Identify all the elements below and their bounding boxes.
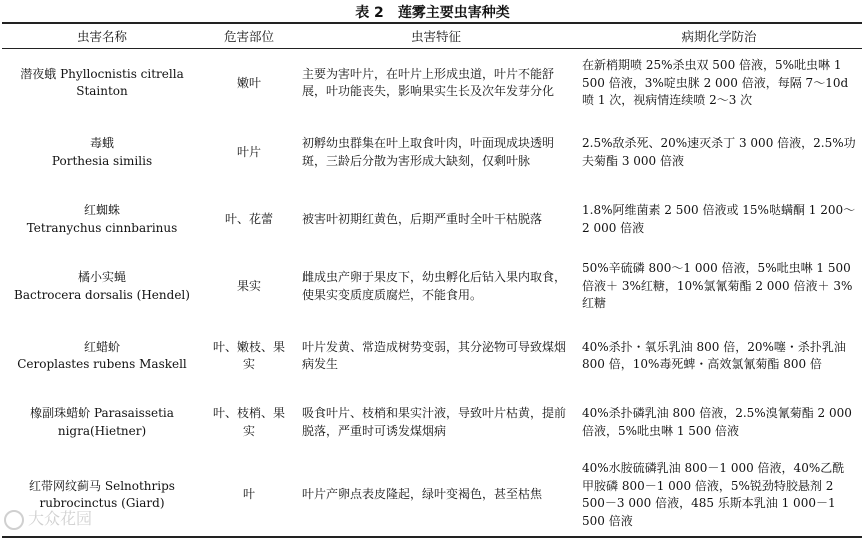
header-pest-features: 虫害特征	[410, 29, 461, 44]
pest-name-latin: Parasaissetia nigra(Hietner)	[57, 406, 174, 438]
table-title	[0, 2, 865, 22]
pest-name-cell	[2, 252, 202, 322]
feature-cell: 初孵幼虫群集在叶上取食叶肉，叶面现成块透明斑，三龄后分散为害形成大缺刻，仅剩叶脉	[302, 136, 555, 168]
header-row	[2, 23, 862, 49]
pest-name-cn: 毒蛾	[89, 136, 114, 150]
table-row	[2, 252, 862, 322]
pest-name-cn: 橘小实蝇	[77, 270, 126, 284]
pest-name-cn: 红蜡蚧	[83, 339, 120, 354]
damage-part-cell: 叶、枝梢、果实	[212, 406, 285, 438]
control-cell: 2.5%敌杀死、20%速灭杀丁 3 000 倍液，2.5%功夫菊酯 3 000 倍液	[582, 136, 856, 168]
table-row	[2, 49, 862, 118]
feature-cell: 被害叶初期红黄色，后期严重时全叶干枯脱落	[302, 211, 543, 226]
table-row	[2, 188, 862, 252]
pest-name-cell	[2, 391, 202, 455]
damage-part-cell: 果实	[236, 278, 261, 293]
pest-name-cn: 潜夜蛾	[20, 66, 57, 81]
pest-name-latin: Selnothrips rubrocinctus (Giard)	[39, 478, 175, 510]
pest-name-cn: 橡副珠蜡蚧	[30, 406, 91, 420]
damage-part-cell: 叶、花蕾	[224, 211, 273, 226]
pest-name-cell	[2, 118, 202, 188]
header-damage-part: 危害部位	[223, 29, 274, 44]
pest-name-cn: 红带网纹蓟马	[29, 478, 102, 493]
control-cell: 1.8%阿维菌素 2 500 倍液或 15%哒螨酮 1 200～2 000 倍液	[582, 203, 856, 235]
pest-name-cell	[2, 322, 202, 391]
pest-name-latin: Phyllocnistis citrella Stainton	[60, 66, 184, 99]
table-row	[2, 322, 862, 391]
control-cell: 40%杀扑・氧乐乳油 800 倍，20%噻・杀扑乳油 800 倍，10%毒死蜱・高效氯氰菊酯 800 倍	[582, 339, 846, 371]
pest-name-cell	[2, 188, 202, 252]
control-cell: 40%杀扑磷乳油 800 倍液，2.5%溴氰菊酯 2 000 倍液，5%吡虫啉 1 500 倍液	[582, 406, 852, 438]
feature-cell: 主要为害叶片，在叶片上形成虫道，叶片不能舒展，叶功能丧失，影响果实生长及次年发芽分化	[302, 66, 555, 99]
table-number: 表 2	[355, 5, 384, 21]
damage-part-cell: 叶、嫩枝、果实	[212, 339, 285, 371]
feature-cell: 叶片发黄、常造成树势变弱，其分泌物可导致煤烟病发生	[302, 339, 567, 371]
pest-name-cell	[2, 49, 202, 118]
damage-part-cell: 嫩叶	[236, 75, 261, 90]
feature-cell: 叶片产卵点表皮隆起，绿叶变褐色，甚至枯焦	[302, 487, 543, 502]
feature-cell: 吸食叶片、枝梢和果实汁液，导致叶片枯黄，提前脱落，严重时可诱发煤烟病	[302, 406, 567, 438]
pest-table	[2, 22, 862, 538]
damage-part-cell: 叶	[242, 487, 255, 502]
table-row	[2, 455, 862, 537]
control-cell: 在新梢期喷 25%杀虫双 500 倍液，5%吡虫啉 1 500 倍液，3%啶虫脒 2 000 倍液，每隔 7～10d 喷 1 次，视病情连续喷 2～3 次	[582, 58, 849, 107]
pest-name-cell	[2, 455, 202, 537]
header-chemical-control: 病期化学防治	[681, 29, 757, 44]
table-row	[2, 118, 862, 188]
table-title-text: 莲雾主要虫害种类	[397, 5, 510, 21]
control-cell: 50%辛硫磷 800～1 000 倍液，5%吡虫啉 1 500 倍液＋ 3%红糖，10%氯氰菊酯 2 000 倍液＋ 3%红糖	[582, 261, 853, 311]
pest-name-latin: Tetranychus cinnbarinus	[26, 220, 178, 235]
pest-name-cn: 红蜘蛛	[83, 203, 120, 217]
pest-name-latin: Bactrocera dorsalis (Hendel)	[14, 287, 190, 302]
table-row	[2, 391, 862, 455]
damage-part-cell: 叶片	[236, 144, 261, 159]
pest-name-latin: Ceroplastes rubens Maskell	[17, 357, 187, 371]
watermark-text: 大众花园	[28, 509, 93, 528]
control-cell: 40%水胺硫磷乳油 800－1 000 倍液，40%乙酰甲胺磷 800－1 000 倍液，5%锐劲特胶悬剂 2 500－3 000 倍液，485 乐斯本乳油 1 000－1 500 倍液	[582, 461, 845, 528]
pest-name-latin: Porthesia similis	[51, 153, 153, 168]
feature-cell: 雌成虫产卵于果皮下，幼虫孵化后钻入果内取食，使果实变质度质腐烂，不能食用。	[302, 270, 567, 302]
header-pest-name: 虫害名称	[76, 29, 127, 44]
